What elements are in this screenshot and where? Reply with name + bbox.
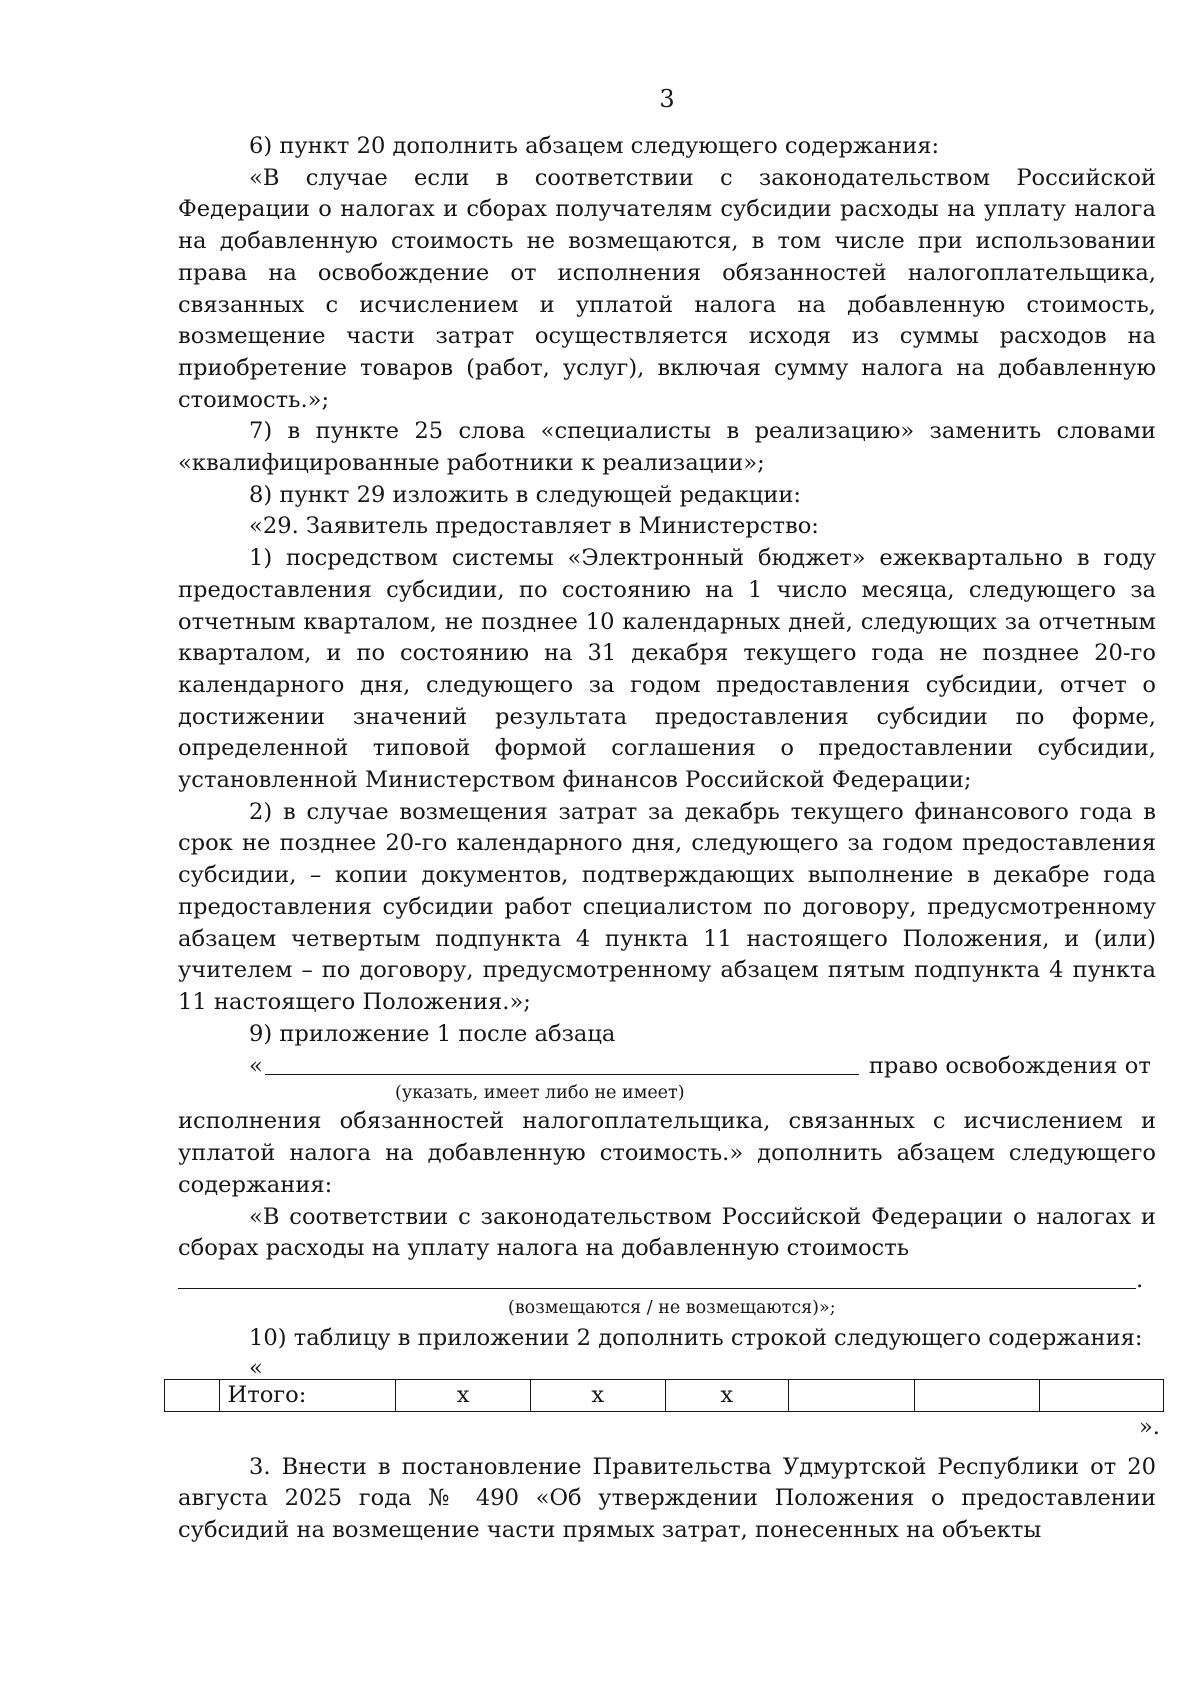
- blank-trailing-text: право освобождения от: [868, 1052, 1151, 1079]
- paragraph-section-3: 3. Внести в постановление Правительства Удмуртской Республики от 20 августа 2025 года № 490 «Об утверждении Положения о предоставлении субсидий на возмещение части прямых затрат, понесенных на объекты: [178, 1453, 1156, 1544]
- table-cell-blank-4: [1040, 1379, 1164, 1411]
- table-cell-x-1: х: [396, 1379, 531, 1411]
- paragraph-quote-vat-expenses: «В соответствии с законодательством Российской Федерации о налогах и сборах расходы на уплату налога на добавленную стоимость: [178, 1203, 1156, 1262]
- blank-field-vat: [178, 1266, 1136, 1289]
- document-body: [178, 131, 1160, 1547]
- table-open-quote: «: [249, 1354, 263, 1381]
- paragraph-subitem-2: 2) в случае возмещения затрат за декабрь текущего финансового года в срок не позднее 20-го календарного дня, следующего за годом предоставления субсидии, – копии документов, подтверждающих выполнение в декабре года предоставления субсидии работ специалистом по договору, предусмотренному абзацем четвертым подпункта 4 пункта 11 настоящего Положения, и (или) учителем – по договору, предусмотренному абзацем пятым подпункта 4 пункта 11 настоящего Положения.»;: [178, 798, 1156, 1015]
- paragraph-item-29: «29. Заявитель предоставляет в Министерство:: [249, 513, 819, 540]
- paragraph-item-9: 9) приложение 1 после абзаца: [249, 1020, 616, 1047]
- open-quote: «: [249, 1052, 263, 1079]
- paragraph-item-7: 7) в пункте 25 слова «специалисты в реализацию» заменить словами «квалифицированные работники к реализации»;: [178, 418, 1156, 477]
- table-cell-blank-2: [789, 1379, 915, 1411]
- paragraph-item-8: 8) пункт 29 изложить в следующей редакции:: [249, 481, 802, 508]
- table-row: [165, 1379, 1164, 1411]
- paragraph-item-10: 10) таблицу в приложении 2 дополнить строкой следующего содержания:: [249, 1324, 1143, 1351]
- paragraph-quote-vat-reimbursement: «В случае если в соответствии с законодательством Российской Федерации о налогах и сборах получателям субсидии расходы на уплату налога на добавленную стоимость не возмещаются, в том числе при использовании права на освобождение от исполнения обязанностей налогоплательщика, связанных с исчислением и уплатой налога на добавленную стоимость, возмещение части затрат осуществляется исходя из суммы расходов на приобретение товаров (работ, услуг), включая сумму налога на добавленную стоимость.»;: [178, 164, 1156, 413]
- paragraph-subitem-1: 1) посредством системы «Электронный бюджет» ежеквартально в году предоставления субсидии, по состоянию на 1 число месяца, следующего за отчетным кварталом, не позднее 10 календарных дней, следующих за отчетным кварталом, и по состоянию на 31 декабря текущего года не позднее 20-го календарного дня, следующего за годом предоставления субсидии, отчет о достижении значений результата предоставления субсидии по форме, определенной типовой формой соглашения о предоставлении субсидии, установленной Министерством финансов Российской Федерации;: [178, 545, 1156, 794]
- table-cell-x-3: х: [665, 1379, 788, 1411]
- table-cell-blank-1: [165, 1379, 220, 1411]
- blank-caption-exemption: (указать, имеет либо не имеет): [395, 1083, 685, 1104]
- blank-caption-vat: (возмещаются / не возмещаются)»;: [508, 1297, 836, 1318]
- table-close-quote: ».: [1138, 1413, 1160, 1440]
- fill-in-line-exemption: [178, 1050, 1156, 1082]
- itogo-table: [164, 1379, 1164, 1412]
- table-cell-blank-3: [914, 1379, 1040, 1411]
- blank-end-mark: .: [1136, 1267, 1144, 1294]
- fill-in-line-vat: [178, 1265, 1156, 1297]
- page-number: 3: [659, 85, 675, 113]
- paragraph-after-blank: исполнения обязанностей налогоплательщика, связанных с исчислением и уплатой налога на добавленную стоимость.» дополнить абзацем следующего содержания:: [178, 1108, 1156, 1198]
- blank-field-exemption: [265, 1050, 859, 1075]
- table-cell-x-2: х: [530, 1379, 665, 1411]
- table-cell-total-label: Итого:: [219, 1379, 396, 1411]
- paragraph-item-6: 6) пункт 20 дополнить абзацем следующего содержания:: [249, 133, 940, 159]
